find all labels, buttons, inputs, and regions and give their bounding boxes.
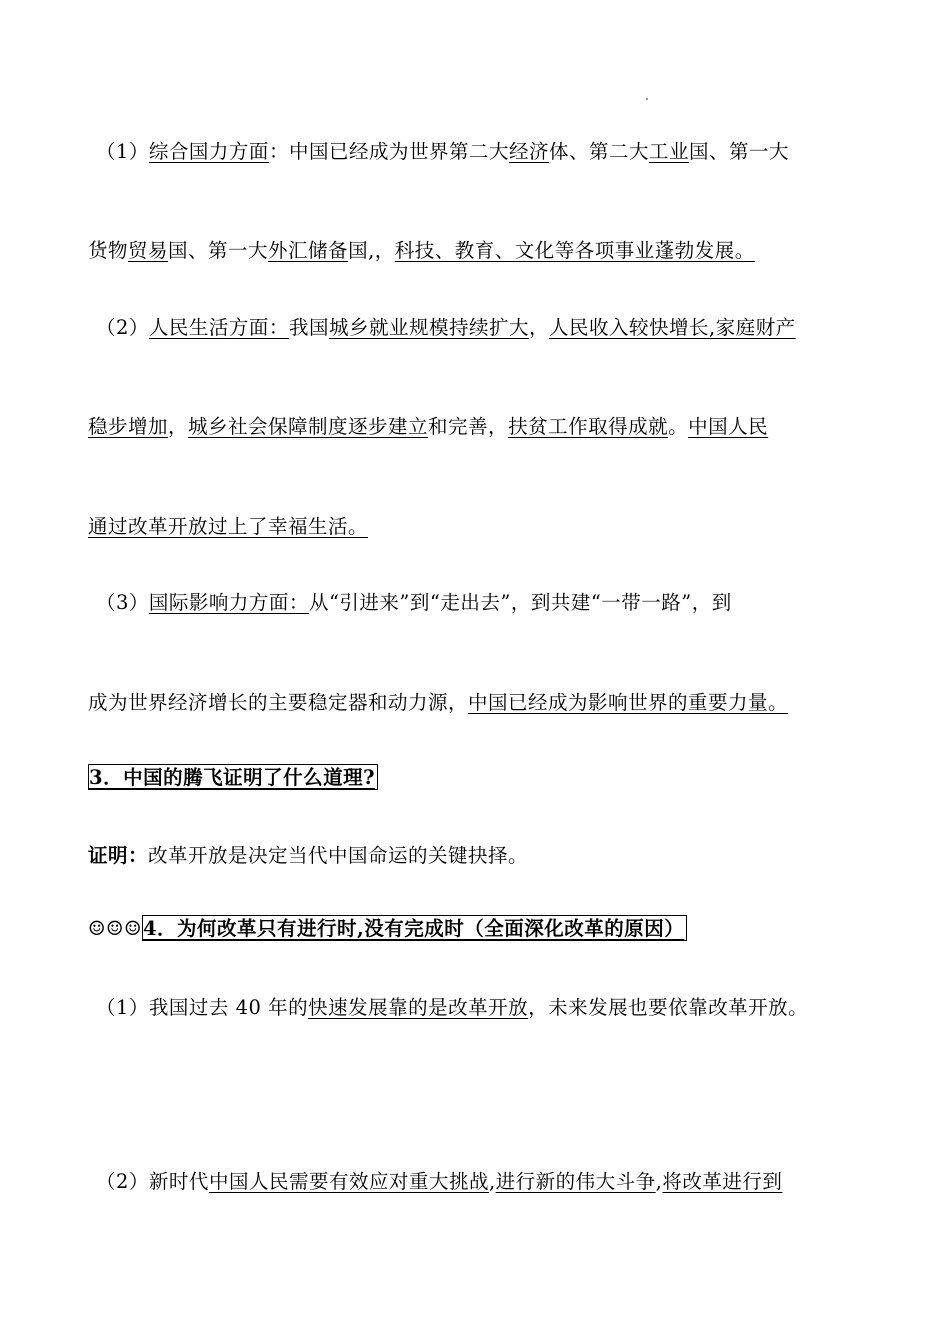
item1-text: ：中国已经成为世界第二大 [268,140,509,163]
item1-line2 [88,238,755,264]
question4-line [88,916,687,942]
item2-text: ， [168,415,189,438]
item1-underlined: 外汇储备 [268,239,349,262]
item2-line1 [96,315,796,341]
q4-item1-text: 我国过去 40 年的 [148,996,309,1019]
q4-item2-underlined: 将改革进行到 [662,1170,783,1193]
question3-answer [88,843,528,869]
q4-item1-line [96,995,808,1021]
q4-item2-text: 新时代 [148,1170,209,1193]
item3-line2 [88,690,788,716]
item2-text: ， [528,316,549,339]
q4-item1-text: ，未来发展也要依靠改革开放。 [528,996,809,1019]
question4-title: 4．为何改革只有进行时,没有完成时（全面深化改革的原因） [142,915,687,941]
q4-item1-underlined: 快速发展靠的是改革开放 [308,996,529,1019]
item1-text: 货物 [88,239,129,262]
item2-underlined: 通过改革开放过上了幸福生活。 [88,515,369,538]
q4-item2-line [96,1169,782,1195]
item2-underlined: 稳步增加 [88,415,169,438]
item2-text: 和完善， [428,415,509,438]
item2-underlined: 城乡就业规模持续扩大 [328,316,529,339]
item3-heading: 国际影响力方面： [148,591,309,614]
item2-underlined: 城乡社会保障制度逐步建立 [188,415,429,438]
item1-line1 [96,139,789,165]
item2-underlined: 中国人民 [688,415,769,438]
item2-text: 。 [668,415,689,438]
item1-underlined: 贸易 [128,239,169,262]
q4-item2-prefix: （2） [96,1170,149,1193]
item2-text: 我国 [288,316,329,339]
answer-label: 证明： [88,844,149,867]
item1-underlined: 科技、教育、文化等各项事业蓬勃发展。 [394,239,755,262]
item1-heading: 综合国力方面 [148,140,269,163]
item1-text: 体、第二大 [548,140,649,163]
q4-item2-text: , [655,1170,663,1193]
item1-underlined: 工业 [648,140,689,163]
item1-prefix: （1） [96,140,149,163]
smiley-icon: ☺☺☺ [88,917,142,940]
q4-item2-text: , [488,1170,496,1193]
item3-line1 [96,590,732,616]
item2-prefix: （2） [96,316,149,339]
question3-line [88,765,378,791]
item3-underlined: 中国已经成为影响世界的重要力量。 [468,691,789,714]
item1-text: 国、第一大 [168,239,269,262]
question3-title: 3．中国的腾飞证明了什么道理? [88,764,378,790]
item2-underlined: 扶贫工作取得成就 [508,415,669,438]
item3-text: 从“引进来”到“走出去”，到共建“一带一路”，到 [308,591,732,614]
answer-text: 改革开放是决定当代中国命运的关键抉择。 [148,844,529,867]
q4-item2-underlined: 中国人民需要有效应对重大挑战 [208,1170,489,1193]
item1-text: 国,， [348,239,395,262]
item2-line3 [88,514,368,540]
item1-underlined: 经济 [508,140,549,163]
q4-item1-prefix: （1） [96,996,149,1019]
item2-heading: 人民生活方面： [148,316,289,339]
item3-text: 成为世界经济增长的主要稳定器和动力源， [88,691,469,714]
item2-underlined: 人民收入较快增长,家庭财产 [548,316,796,339]
item2-line2 [88,414,768,440]
q4-item2-underlined: 进行新的伟大斗争 [495,1170,656,1193]
item3-prefix: （3） [96,591,149,614]
stray-mark [646,98,648,100]
item1-text: 国、第一大 [689,140,790,163]
